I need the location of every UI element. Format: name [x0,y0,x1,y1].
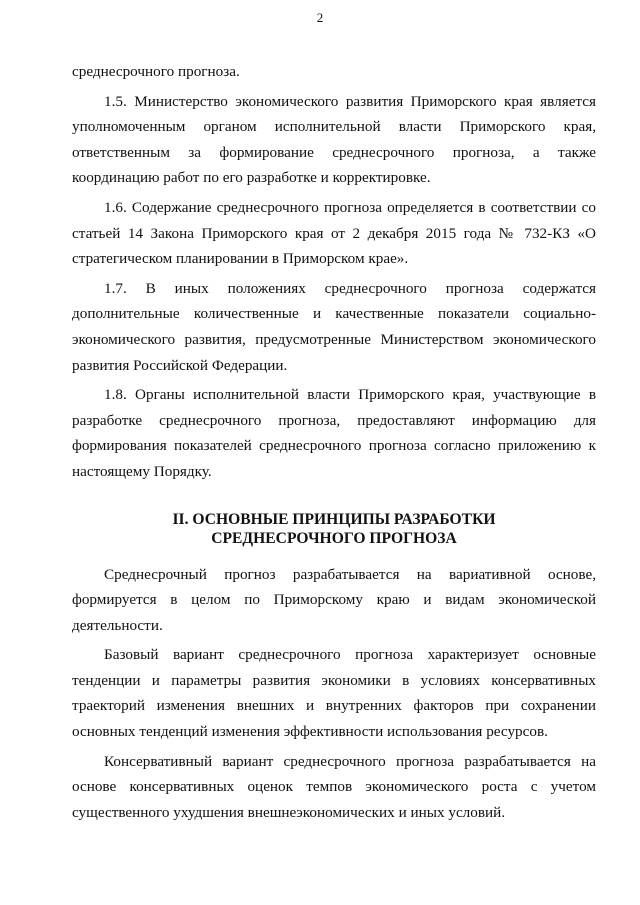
paragraph-1-8: 1.8. Органы исполнительной власти Приморского края, участвующие в разработке среднесрочного прогноза, предоставляют информацию для формирования показателей среднесрочного прогноза согласно приложению к настоящему Порядку. [72,386,596,480]
document-body [72,59,596,829]
paragraph-1-7: 1.7. В иных положениях среднесрочного прогноза содержатся дополнительные количественные и качественные показатели социально-экономического развития, предусмотренные Министерством экономического развития Российской Федерации. [72,279,596,374]
paragraph-base-variant: Базовый вариант среднесрочного прогноза характеризует основные тенденции и параметры развития экономики в условиях консервативных траекторий изменения внешних и внутренних факторов при сохранении основных тенденций изменения эффективности использования ресурсов. [72,646,596,741]
paragraph-conservative-variant: Консервативный вариант среднесрочного прогноза разрабатывается на основе консервативных оценок темпов экономического роста с учетом существенного ухудшения внешнеэкономических и иных условий. [72,752,596,821]
section-heading [72,510,596,548]
paragraph-1-5: 1.5. Министерство экономического развития Приморского края является уполномоченным органом исполнительной власти Приморского края, ответственным за формирование среднесрочного прогноза, а также координацию работ по его разработке и корректировке. [72,92,596,187]
section-heading-line-1: II. ОСНОВНЫЕ ПРИНЦИПЫ РАЗРАБОТКИ [172,510,496,528]
paragraph-variative-basis: Среднесрочный прогноз разрабатывается на вариативной основе, формируется в целом по Приморскому краю и видам экономической деятельности. [72,565,596,634]
page-number: 2 [316,10,324,25]
paragraph-continuation: среднесрочного прогноза. [72,63,240,80]
paragraph-1-6: 1.6. Содержание среднесрочного прогноза определяется в соответствии со статьей 14 Закона Приморского края от 2 декабря 2015 года № 732-КЗ «О стратегическом планировании в Приморском крае». [72,198,596,268]
section-heading-line-2: СРЕДНЕСРОЧНОГО ПРОГНОЗА [211,529,457,547]
